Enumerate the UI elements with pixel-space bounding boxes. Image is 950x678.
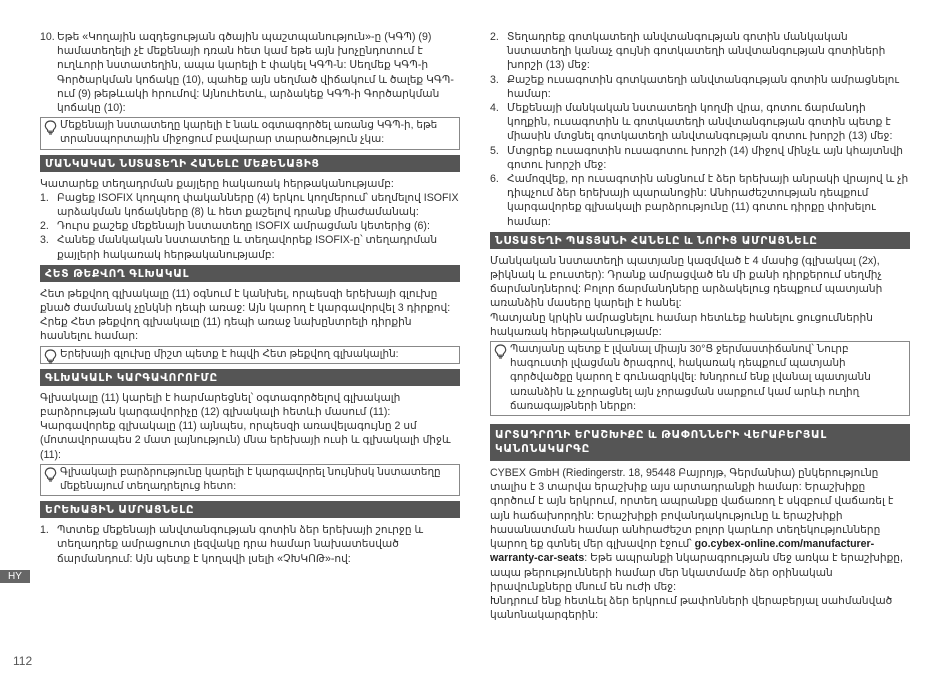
- note-box: [40, 346, 460, 364]
- list-item: [490, 30, 910, 73]
- lightbulb-icon: [44, 349, 57, 369]
- list-text: Համոզվեք, որ ուսագոտին անցնում է ձեր երեխայի անրակի վրայով և չի դիպչում ձեր երեխայի պարանոցին: Անհրաժեշտության դեպքում կարգավորեք գլխակալի բարձրությունը (11) գոտու դիրքը փոխելու համար:: [507, 173, 909, 228]
- note-box: [490, 341, 910, 416]
- list-item: [40, 233, 460, 261]
- lightbulb-icon: [44, 120, 57, 140]
- list-item: [40, 219, 460, 233]
- note-box: [40, 117, 460, 149]
- list-item: [490, 101, 910, 144]
- list-text: Դուրս քաշեք մեքենայի նստատեղը ISOFIX ամրացման կետերից (6):: [57, 220, 430, 233]
- left-column: [40, 30, 460, 566]
- list-text: Հանեք մանկական նստատեղը և տեղավորեք ISOFIX-ը՝ տեղադրման քայլերի հակառակ հերթականությամբ:: [57, 234, 438, 261]
- section-header: ՆՍՏԱՏԵՂԻ ՊԱՏՅԱՆԻ ՀԱՆԵԼԸ և ՆՈՐԻՑ ԱՄՐԱՑՆԵԼԸ: [490, 232, 910, 249]
- list-text: Մեքենայի մանկական նստատեղի կողմի վրա, գոտու ճարմանդի կողքին, ուսագոտին և գոտկատեղի անվտանգության գոտին պետք է միասին մտցնել գոտկատեղի անվտանգության գոտու խորշի (13) մեջ:: [507, 102, 893, 143]
- note-box: [40, 464, 460, 496]
- paragraph: Կատարեք տեղադրման քայլերը հակառակ հերթականությամբ:: [40, 177, 394, 190]
- section-header: ՀԵՏ ԹԵՔՎՈՂ ԳԼԽԱԿԱԼ: [40, 265, 460, 282]
- warranty-text: CYBEX GmbH (Riedingerstr. 18, 95448 Բայրոյթ, Գերմանիա) ընկերությունը տալիս է 3 տարվա երաշխիք այս արտադրանքի համար: Երաշխիքը գործում է այն երկրում, որտեղ ապրանքը վաճառող է սկզբում վաճառել է այն հաճախորդին: Երաշխիքի բովանդակությունը և երաշխիքի հասանատման համար անհրաժեշտ բոլոր կարևոր տեղեկությունները կարող եք գտնել մեր գլխավոր էջում՝: [490, 467, 894, 551]
- list-number: 1.: [40, 524, 49, 537]
- list-text: Քաշեք ուսագոտին գոտկատեղի անվտանգության գոտին ամրացնելու համար:: [507, 73, 899, 100]
- list-number: 1.: [40, 191, 49, 204]
- list-item: [40, 523, 460, 566]
- warranty-link[interactable]: go.cybex-online.com/manufacturer-warranty-car-seats: [490, 538, 875, 565]
- paragraph: [490, 466, 910, 594]
- note-text: Գլխակալի բարձրությունը կարելի է կարգավորել նույնիսկ նստատեղը մեքենայում տեղադրելուց հետո:: [60, 466, 441, 493]
- list-text: Տեղադրեք գոտկատեղի անվտանգության գոտին մանկական նստատեղի կանաչ գույնի գոտկատեղի անվտանգության գոտիների խորշի (13) մեջ:: [507, 31, 886, 72]
- list-number: 2.: [40, 220, 49, 233]
- list-item: [40, 191, 460, 219]
- section-header: ՄԱՆԿԱԿԱՆ ՆՍՏԱՏԵՂԻ ՀԱՆԵԼԸ ՄԵՔԵՆԱՅԻՑ: [40, 155, 460, 172]
- list-number: 10.: [40, 31, 55, 43]
- page-number: 112: [13, 654, 33, 668]
- list-text: Պտտեք մեքենայի անվտանգության գոտին ձեր երեխայի շուրջը և տեղադրեք ամրացուոտ լեզվակը դրա համար նախատեսված ճարմանդում: Այն պետք է կողպվի լսելի «ՉԽԿՈԹ»-ով:: [57, 524, 424, 565]
- section-header: ԵՐԵԽԱՅԻՆ ԱՄՐԱՑՆԵԼԸ: [40, 501, 460, 518]
- list-item: [490, 172, 910, 229]
- paragraph: Գլխակալը (11) կարելի է հարմարեցնել՝ օգտագործելով գլխակալի բարձրության կարգավորիչը (12) գլխակալի հետևի մասում (11): Կարգավորեք գլխակալը (11) այնպես, որպեսզի առավելագույնը 2 սմ (մոտավորապես 2 մատ լայնություն) մնա երեխայի ուսի և գլխակալի միջև (11):: [40, 391, 451, 461]
- paragraph: Հետ թեքվող գլխակալը (11) օգնում է կանխել, որպեսզի երեխայի գլուխը քնած ժամանակ չընկնի դեպի առաջ: Այն կարող է կարգավորվել 3 դիրքով: Հրեք Հետ թեքվող գլխակալը (11) դեպի առաջ նախընտրելի դիրքին հասնելու համար:: [40, 287, 451, 343]
- paragraph: Խնդրում ենք հետևել ձեր երկրում թափոնների վերաբերյալ սահմանված կանոնակարգերին:: [490, 594, 893, 622]
- list-number: 3.: [490, 73, 499, 86]
- note-text: Երեխայի գլուխը միշտ պետք է հպվի Հետ թեքվող գլխակալին:: [60, 348, 399, 360]
- note-text: Պատյանը պետք է լվանալ միայն 30°Ց ջերմաստիճանով՝ Նուրբ հագուստի լվացման ծրագրով, հակառակ դեպքում պատյանի գործվածքը կարող է գունազրկվել: Խնդրում ենք լվանալ պատյանն առանձին և չչորացնել այն չորացման սարքում կամ արևի ուղիղ ճառագայթների ներքո:: [510, 344, 871, 412]
- right-column: [490, 30, 910, 622]
- list-text: Բացեք ISOFIX կողպող փականները (4) երկու կողմերում՝ սեղմելով ISOFIX արձակման կոճակները (8) և հետ քաշելով դրանք միաժամանակ:: [57, 191, 459, 219]
- paragraph: Պատյանը կրկին ամրացնելու համար հետևեք հանելու ցուցումներին հակառակ հերթականությամբ:: [490, 311, 873, 338]
- list-text: Մտցրեք ուսագոտին ուսագոտու խորշի (14) միջով մինչև այն կհայտնվի գոտու խորշի մեջ:: [507, 144, 904, 171]
- list-item: [490, 144, 910, 172]
- list-number: 6.: [490, 173, 499, 186]
- list-number: 4.: [490, 102, 499, 115]
- note-text: Մեքենայի նստատեղը կարելի է նաև օգտագործել առանց ԿԳՊ-ի, եթե տրանսպորտային միջոցում բավարար տարածություն չկա:: [60, 120, 438, 146]
- language-tab: HY: [0, 570, 30, 583]
- list-number: 2.: [490, 31, 499, 43]
- list-number: 3.: [40, 234, 49, 247]
- warranty-text-end: : Եթե ապրանքի նկարագրության մեջ առկա է երաշխիքը, ապա թերությունների համար մեր նկատմամբ ձեր օրինական իրավունքները մնում են ուժի մեջ:: [490, 552, 903, 593]
- lightbulb-icon: [44, 467, 57, 487]
- lightbulb-icon: [494, 344, 507, 364]
- section-header: ԳԼԽԱԿԱԼԻ ԿԱՐԳԱՎՈՐՈՒՄԸ: [40, 369, 460, 386]
- list-item: [40, 30, 460, 115]
- paragraph: Մանկական նստատեղի պատյանը կազմված է 4 մասից (գլխակալ (2x), թիկնակ և բուստեր): Դրանք ամրացված են մի քանի դիրքերում սեղմիչ ճարմանդներով: Բոլոր ճարմանդները արձակելուց դեպքում պատյանի առանձին մասերը կարելի է հանել:: [490, 254, 883, 310]
- section-header: ԱՐՏԱԴՐՈՂԻ ԵՐԱՇԽԻՔԸ և ԹԱՓՈՆՆԵՐԻ ՎԵՐԱԲԵՐՅԱԼ ԿԱՆՈՆԱԿԱՐԳԸ: [490, 424, 910, 461]
- list-number: 5.: [490, 144, 499, 157]
- list-item: [490, 73, 910, 101]
- list-text: Եթե «Կողային ազդեցության գծային պաշտպանություն»-ը (ԿԳՊ) (9) համատեղելի չէ մեքենայի դռան հետ կամ եթե այն խոչընդոտում է ուղևորի նստատեղին, ապա կարելի է փակել ԿԳՊ-ն: Սեղմեք ԿԳՊ-ի Գործարկման կոճակը (10), պահեք այն սեղմած վիճակում և ծալեք ԿԳՊ-ում (9) թեթևակի հրումով: Այնուհետև, արձակեք ԿԳՊ-ի Գործարկման կոճակը (10):: [57, 31, 454, 115]
